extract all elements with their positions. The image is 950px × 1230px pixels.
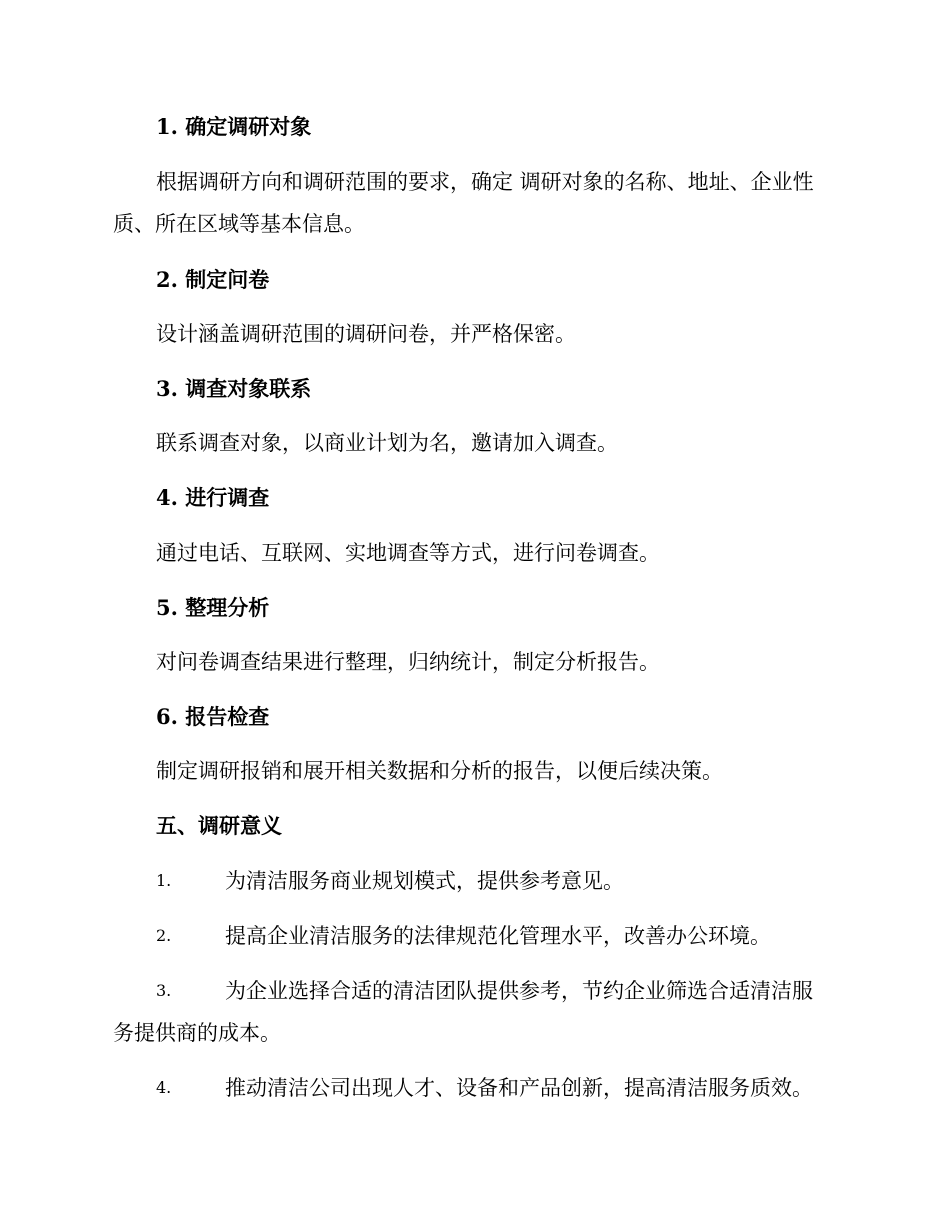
section-body: 对问卷调查结果进行整理，归纳统计，制定分析报告。: [156, 650, 660, 674]
section-heading: 3. 调查对象联系: [156, 376, 312, 401]
list-number: 2.: [156, 926, 172, 945]
list-item-text: 为企业选择合适的清洁团队提供参考，节约企业筛选合适清洁服: [225, 979, 813, 1003]
section-body: 根据调研方向和调研范围的要求，确定 调研对象的名称、地址、企业性: [156, 170, 814, 194]
list-number: 3.: [156, 981, 172, 1000]
section-heading: 4. 进行调查: [156, 485, 270, 510]
section-heading: 5. 整理分析: [156, 595, 270, 620]
list-item-text: 推动清洁公司出现人才、设备和产品创新，提高清洁服务质效。: [225, 1076, 813, 1100]
section-heading: 2. 制定问卷: [156, 267, 270, 292]
section-heading: 6. 报告检查: [156, 704, 270, 729]
list-item-text: 提高企业清洁服务的法律规范化管理水平，改善办公环境。: [225, 924, 771, 948]
list-number: 1.: [156, 871, 172, 890]
section-body: 制定调研报销和展开相关数据和分析的报告，以便后续决策。: [156, 759, 723, 783]
section-body: 联系调查对象，以商业计划为名，邀请加入调查。: [156, 431, 618, 455]
section-body-continuation: 质、所在区域等基本信息。: [113, 212, 365, 236]
list-item-continuation: 务提供商的成本。: [113, 1021, 281, 1045]
section-body: 通过电话、互联网、实地调查等方式，进行问卷调查。: [156, 541, 660, 565]
list-item-text: 为清洁服务商业规划模式，提供参考意见。: [225, 869, 624, 893]
chapter-heading: 五、调研意义: [156, 813, 282, 838]
section-body: 设计涵盖调研范围的调研问卷，并严格保密。: [156, 322, 576, 346]
list-number: 4.: [156, 1078, 172, 1097]
section-heading: 1. 确定调研对象: [156, 114, 312, 139]
